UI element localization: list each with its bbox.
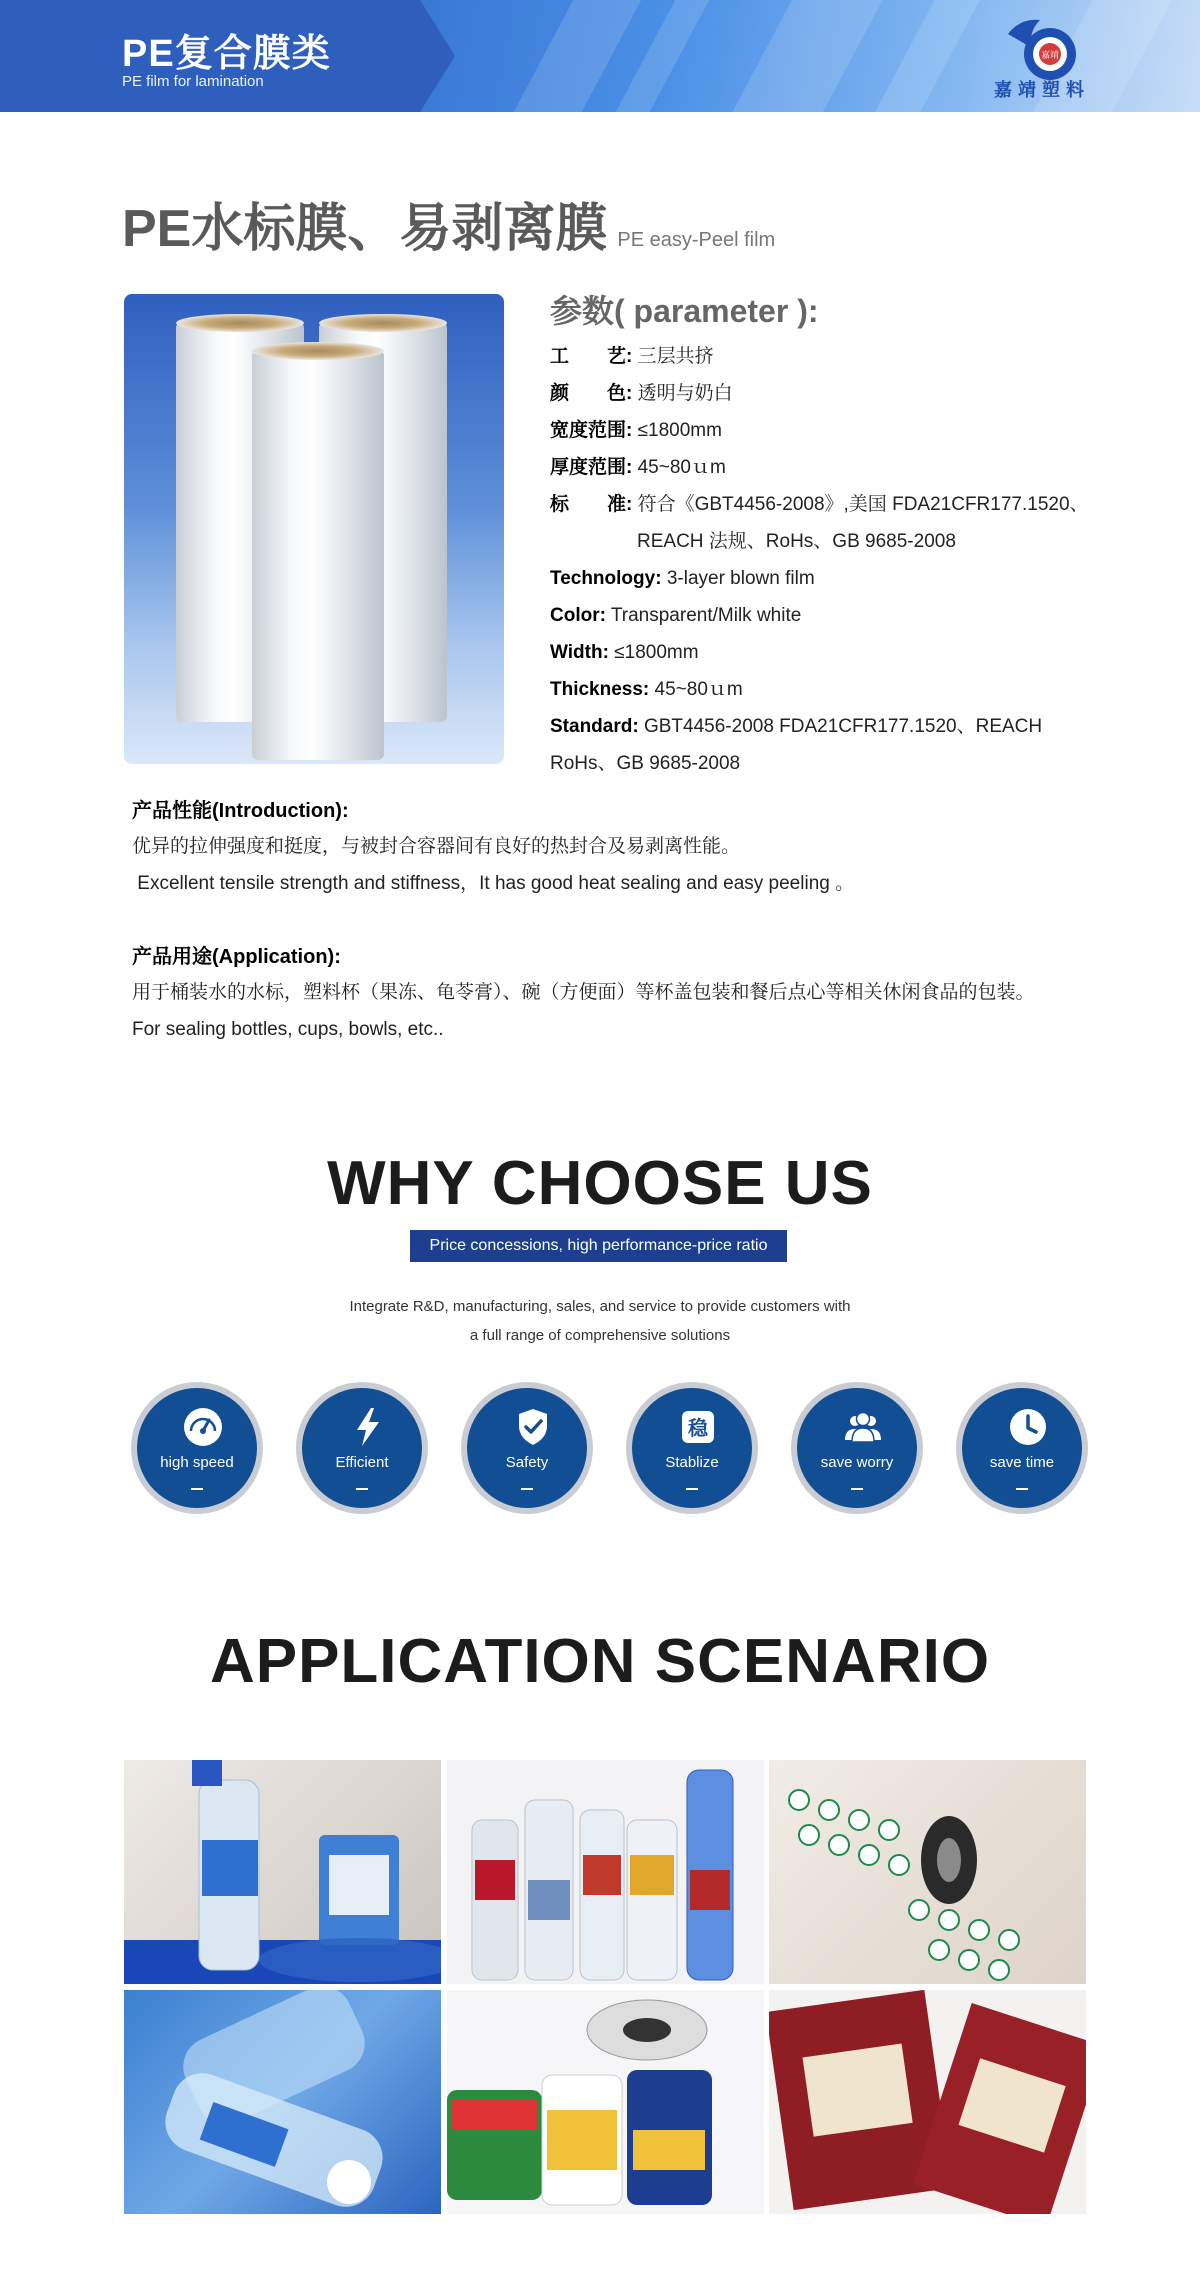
banner-title: PE复合膜类 [122, 33, 331, 75]
param-row-continued: RoHs、GB 9685-2008 [550, 753, 741, 774]
users-icon [842, 1406, 884, 1448]
param-row: 颜 色: 透明与奶白 [550, 383, 733, 404]
why-choose-us-title: WHY CHOOSE US [327, 1149, 873, 1218]
feature-label: Efficient [335, 1454, 389, 1471]
feature-efficient [296, 1382, 428, 1514]
parameters-panel [550, 286, 1110, 782]
param-row: 工 艺: 三层共挤 [550, 346, 714, 367]
product-title-cn: PE水标膜、易剥离膜 [122, 200, 608, 258]
feature-high-speed [131, 1382, 263, 1514]
param-row: Thickness: 45~80ｕm [550, 679, 743, 700]
logo-text: 嘉靖塑料 [994, 80, 1090, 100]
parameters-heading: 参数( parameter ): [550, 293, 819, 329]
introduction-cn: 优异的拉伸强度和挺度，与被封合容器间有良好的热封合及易剥离性能。 [132, 836, 741, 857]
header-banner [0, 0, 1200, 112]
banner-subtitle: PE film for lamination [122, 73, 264, 90]
feature-label: save worry [820, 1454, 894, 1471]
product-image-film-rolls [124, 294, 504, 764]
scene-bottle-closeup [124, 1990, 441, 2214]
param-row: 宽度范围: ≤1800mm [550, 420, 722, 441]
product-title-en: PE easy-Peel film [617, 229, 776, 251]
speedometer-icon [182, 1406, 224, 1448]
stable-badge-icon [677, 1406, 719, 1448]
feature-label: Safety [505, 1454, 549, 1471]
application-en: For sealing bottles, cups, bowls, etc.. [132, 1019, 444, 1040]
why-subtitle-bar: Price concessions, high performance-price ratio [410, 1230, 787, 1262]
scene-sticker-rolls [447, 1990, 764, 2214]
introduction-en: Excellent tensile strength and stiffness，It has good heat sealing and easy peeling 。 [132, 873, 855, 894]
param-row: Width: ≤1800mm [550, 642, 699, 663]
scene-liquor-labels [769, 1990, 1086, 2214]
feature-stablize [626, 1382, 758, 1514]
param-row: Color: Transparent/Milk white [550, 605, 802, 626]
param-row: 标 准: 符合《GBT4456-2008》,美国 FDA21CFR177.1520、 [550, 494, 1089, 515]
feature-safety [461, 1382, 593, 1514]
application-heading: 产品用途(Application): [132, 946, 341, 968]
application-cn: 用于桶装水的水标，塑料杯（果冻、龟苓膏）、碗（方便面）等杯盖包装和餐后点心等相关休闲食品的包装。 [132, 982, 1035, 1003]
shield-check-icon [512, 1406, 554, 1448]
product-title [122, 186, 775, 261]
param-row: 厚度范围: 45~80ｕm [550, 457, 726, 478]
feature-label: high speed [160, 1454, 234, 1471]
clock-icon [1007, 1406, 1049, 1448]
svg-text:稳: 稳 [688, 1416, 708, 1440]
scene-water-bottle-label [124, 1760, 441, 1984]
product-description [132, 794, 1092, 1048]
feature-label: Stablize [665, 1454, 719, 1471]
logo-badge-text: 嘉靖 [1040, 51, 1060, 61]
introduction-heading: 产品性能(Introduction): [132, 800, 349, 822]
lightning-icon [347, 1406, 389, 1448]
scene-label-rolls [769, 1760, 1086, 1984]
param-row: Technology: 3-layer blown film [550, 568, 815, 589]
application-scenario-title: APPLICATION SCENARIO [209, 1627, 991, 1696]
why-description: Integrate R&D, manufacturing, sales, and service to provide customers with a full range of comprehensive solutions [349, 1298, 851, 1344]
feature-save-time [956, 1382, 1088, 1514]
param-row-continued: REACH 法规、RoHs、GB 9685-2008 [637, 531, 956, 552]
feature-label: save time [989, 1454, 1055, 1471]
scene-bottle-group [447, 1760, 764, 1984]
param-row: Standard: GBT4456-2008 FDA21CFR177.1520、REACH [550, 716, 1043, 737]
feature-save-worry [791, 1382, 923, 1514]
